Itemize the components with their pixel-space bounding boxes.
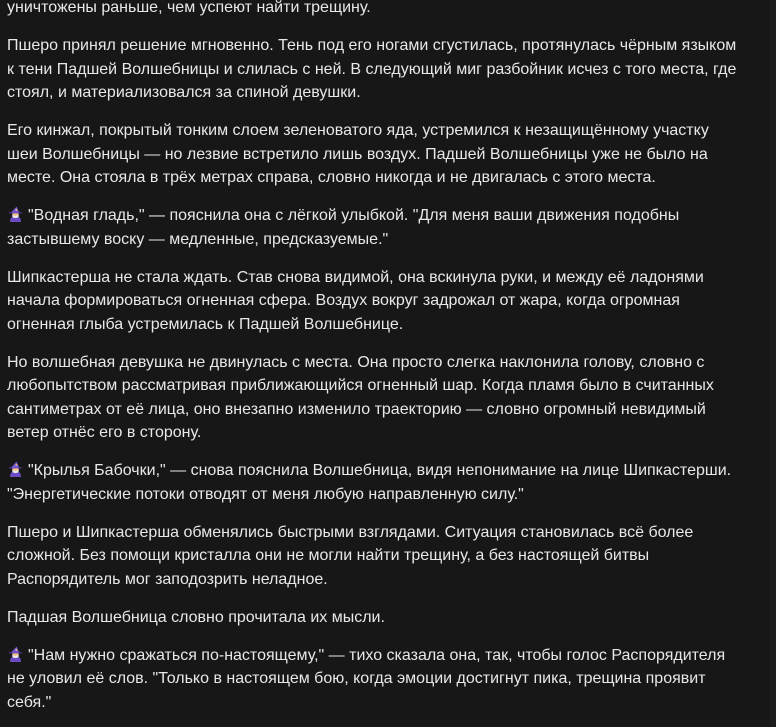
story-paragraph [7, 459, 739, 506]
mage-emoji-icon [7, 646, 24, 662]
paragraph-text: Пшеро и Шипкастерша обменялись быстрыми взглядами. Ситуация становилась всё более сложной. Без помощи кристалла они не могли найти трещину, а без настоящей битвы Распорядитель мог заподозрить неладное. [7, 523, 694, 588]
scrollbar[interactable] [770, 0, 776, 727]
paragraph-text: уничтожены раньше, чем успеют найти трещину. [7, 0, 371, 16]
paragraph-text: "Водная гладь," — пояснила она с лёгкой улыбкой. "Для меня ваши движения подобны застывшему воску — медленные, предсказуемые." [7, 207, 680, 248]
paragraph-text: "Нам нужно сражаться по-настоящему," — тихо сказала она, так, чтобы голос Распорядителя не уловил её слов. "Только в настоящем бою, когда эмоции достигнут пика, трещина проявит себя." [7, 646, 726, 711]
paragraph-text: Пшеро принял решение мгновенно. Тень под его ногами сгустилась, протянулась чёрным языком к тени Падшей Волшебницы и слилась с ней. В следующий миг разбойник исчез с того места, где стоял, и материализовался за спиной девушки. [7, 37, 737, 101]
paragraph-text: "Крылья Бабочки," — снова пояснила Волшебница, видя непонимание на лице Шипкастерши. "Энергетические потоки отводят от меня любую направленную силу." [7, 462, 732, 503]
paragraph-text: Шипкастерша не стала ждать. Став снова видимой, она вскинула руки, и между её ладонями начала формироваться огненная сфера. Воздух вокруг задрожал от жара, когда огромная огненная глыба устремилась к Падшей Волшебнице. [7, 268, 704, 333]
paragraph-text: Но волшебная девушка не двинулась с места. Она просто слегка наклонила голову, словно с любопытством рассматривая приближающийся огненный шар. Когда пламя было в считанных сантиметрах от её лица, оно внезапно изменило траекторию — словно огромный невидимый ветер отнёс его в сторону. [7, 353, 714, 441]
paragraph-text: Падшая Волшебница словно прочитала их мысли. [7, 608, 385, 626]
mage-emoji-icon [7, 206, 24, 222]
story-paragraph [7, 521, 739, 592]
story-paragraph [7, 34, 739, 105]
story-paragraph [7, 606, 739, 630]
story-paragraph [7, 119, 739, 190]
story-paragraph [7, 351, 739, 445]
mage-emoji-icon [7, 461, 24, 477]
story-text [7, 0, 739, 727]
paragraph-text: Его кинжал, покрытый тонким слоем зеленоватого яда, устремился к незащищённому участку шеи Волшебницы — но лезвие встретило лишь воздух. Падшей Волшебницы уже не было на месте. Она стояла в трёх метрах справа, словно никогда и не двигалась с этого места. [7, 122, 709, 186]
story-paragraph [7, 0, 739, 20]
story-paragraph [7, 266, 739, 337]
story-paragraph [7, 204, 739, 251]
story-paragraph [7, 644, 739, 715]
